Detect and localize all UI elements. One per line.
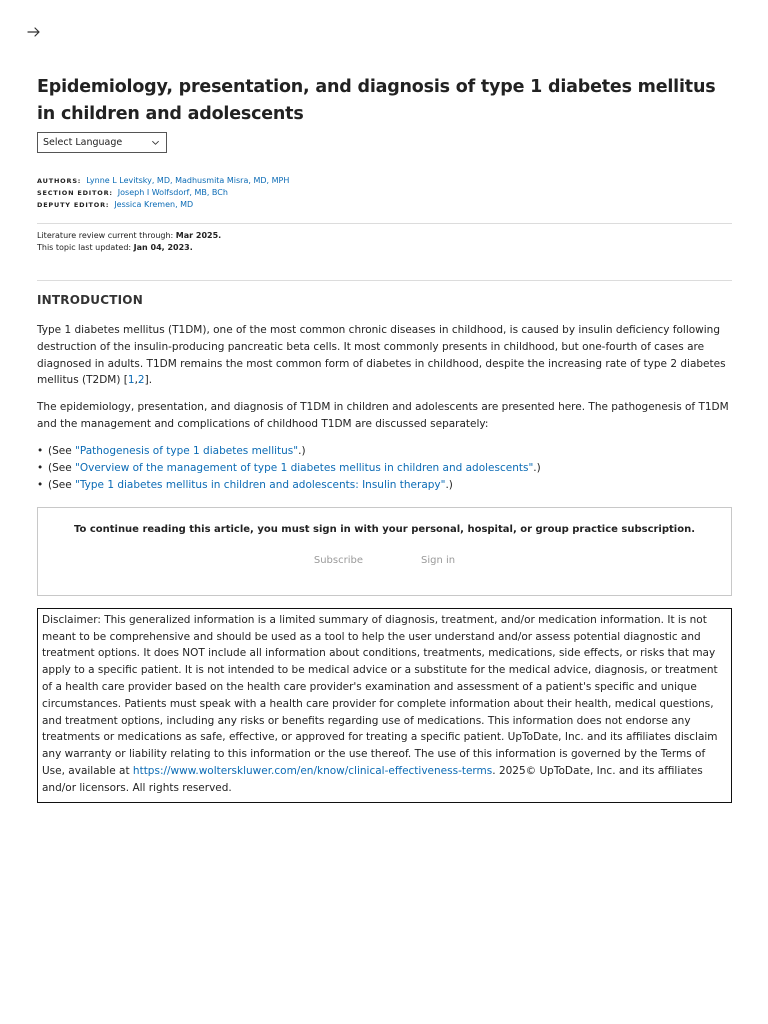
reference-link-1[interactable]: 1 (127, 374, 135, 387)
bullet: • (37, 461, 44, 474)
list-item-suffix: .) (298, 444, 306, 457)
deputy-editor-row (37, 199, 732, 211)
authors-link[interactable]: Lynne L Levitsky, MD, Madhusmita Misra, MD, MPH (86, 176, 290, 185)
authors-row (37, 175, 732, 187)
topic-link-management[interactable]: "Overview of the management of type 1 diabetes mellitus in children and adolescents" (75, 461, 534, 474)
literature-review-label: Literature review current through: (37, 231, 174, 240)
intro-paragraph-2: The epidemiology, presentation, and diagnosis of T1DM in children and adolescents are presented here. The pathogenesis of T1DM and the management and complications of childhood T1DM are discussed separately: (37, 401, 729, 430)
article-meta (37, 175, 732, 211)
intro-paragraph-1-text: Type 1 diabetes mellitus (T1DM), one of the most common chronic diseases in childhood, is caused by insulin deficiency following destruction of the insulin-producing pancreatic beta cells. It most commonly presents in childhood, but one-fourth of cases are diagnosed in adults. T1DM remains the most common form of diabetes in childhood, despite the increasing rate of type 2 diabetes mellitus (T2DM) [ (37, 324, 726, 387)
last-updated-label: This topic last updated: (37, 243, 132, 252)
section-editor-row (37, 187, 732, 199)
bullet: • (37, 444, 44, 457)
list-item (37, 477, 732, 494)
see-also-list (37, 443, 732, 494)
topic-link-pathogenesis[interactable]: "Pathogenesis of type 1 diabetes mellitus" (75, 444, 299, 457)
list-item-prefix: (See (48, 478, 76, 491)
topic-link-insulin-therapy[interactable]: "Type 1 diabetes mellitus in children and adolescents: Insulin therapy" (75, 478, 446, 491)
subscription-prompt (37, 507, 732, 596)
list-item-suffix: .) (533, 461, 541, 474)
list-item-prefix: (See (48, 444, 76, 457)
reference-separator: , (134, 374, 138, 387)
literature-review-line (37, 230, 732, 242)
intro-paragraph-1 (37, 322, 732, 389)
subscription-message: To continue reading this article, you must sign in with your personal, hospital, or group practice subscription. (73, 523, 696, 535)
language-select[interactable] (37, 132, 167, 153)
arrow-right-icon[interactable] (26, 24, 42, 40)
sign-in-link[interactable]: Sign in (421, 554, 456, 566)
reference-close: ]. (144, 374, 153, 387)
section-editor-label: SECTION EDITOR: (37, 189, 113, 197)
deputy-editor-link[interactable]: Jessica Kremen, MD (114, 200, 194, 209)
disclaimer-text: Disclaimer: This generalized information is a limited summary of diagnosis, treatment, and/or medication information. It is not meant to be comprehensive and should be used as a tool to help the user understand and/or assess potential diagnostic and treatment options. It does NOT include all information about conditions, treatments, medications, side effects, or risks that may apply to a specific patient. It is not intended to be medical advice or a substitute for the medical advice, diagnosis, or treatment of a health care provider based on the health care provider's examination and assessment of a patient's specific and unique circumstances. Patients must speak with a health care provider for complete information about their health, medical questions, and treatment options, including any risks or benefits regarding use of medications. This information does not endorse any treatments or medications as safe, effective, or approved for treating a specific patient. UpToDate, Inc. and its affiliates disclaim any warranty or liability relating to this information or the use thereof. The use of this information is governed by the Terms of Use, available at (42, 613, 718, 777)
last-updated-date: Jan 04, 2023. (133, 243, 193, 252)
article-title: Epidemiology, presentation, and diagnosis of type 1 diabetes mellitus in children and adolescents (37, 77, 716, 124)
section-editor-link[interactable]: Joseph I Wolfsdorf, MB, BCh (117, 188, 228, 197)
divider (37, 223, 732, 224)
chevron-down-icon (151, 138, 160, 147)
review-info (37, 230, 732, 254)
copyright-text: . 2025© UpToDate, Inc. and its affiliates and/or licensors. All rights reserved. (42, 764, 703, 794)
literature-review-date: Mar 2025. (175, 231, 222, 240)
disclaimer-box (37, 608, 732, 803)
authors-label: AUTHORS: (37, 177, 82, 185)
list-item-suffix: .) (445, 478, 453, 491)
article-content (37, 74, 732, 803)
reference-link-2[interactable]: 2 (137, 374, 145, 387)
section-heading-introduction: INTRODUCTION (37, 293, 143, 307)
bullet: • (37, 478, 44, 491)
subscribe-link[interactable]: Subscribe (313, 554, 364, 566)
deputy-editor-label: DEPUTY EDITOR: (37, 201, 110, 209)
list-item (37, 460, 732, 477)
list-item (37, 443, 732, 460)
last-updated-line (37, 242, 732, 254)
language-select-value: Select Language (43, 137, 123, 148)
divider (37, 280, 732, 281)
subscription-actions (38, 555, 731, 566)
list-item-prefix: (See (48, 461, 76, 474)
terms-of-use-link[interactable]: https://www.wolterskluwer.com/en/know/clinical-effectiveness-terms (132, 764, 493, 777)
